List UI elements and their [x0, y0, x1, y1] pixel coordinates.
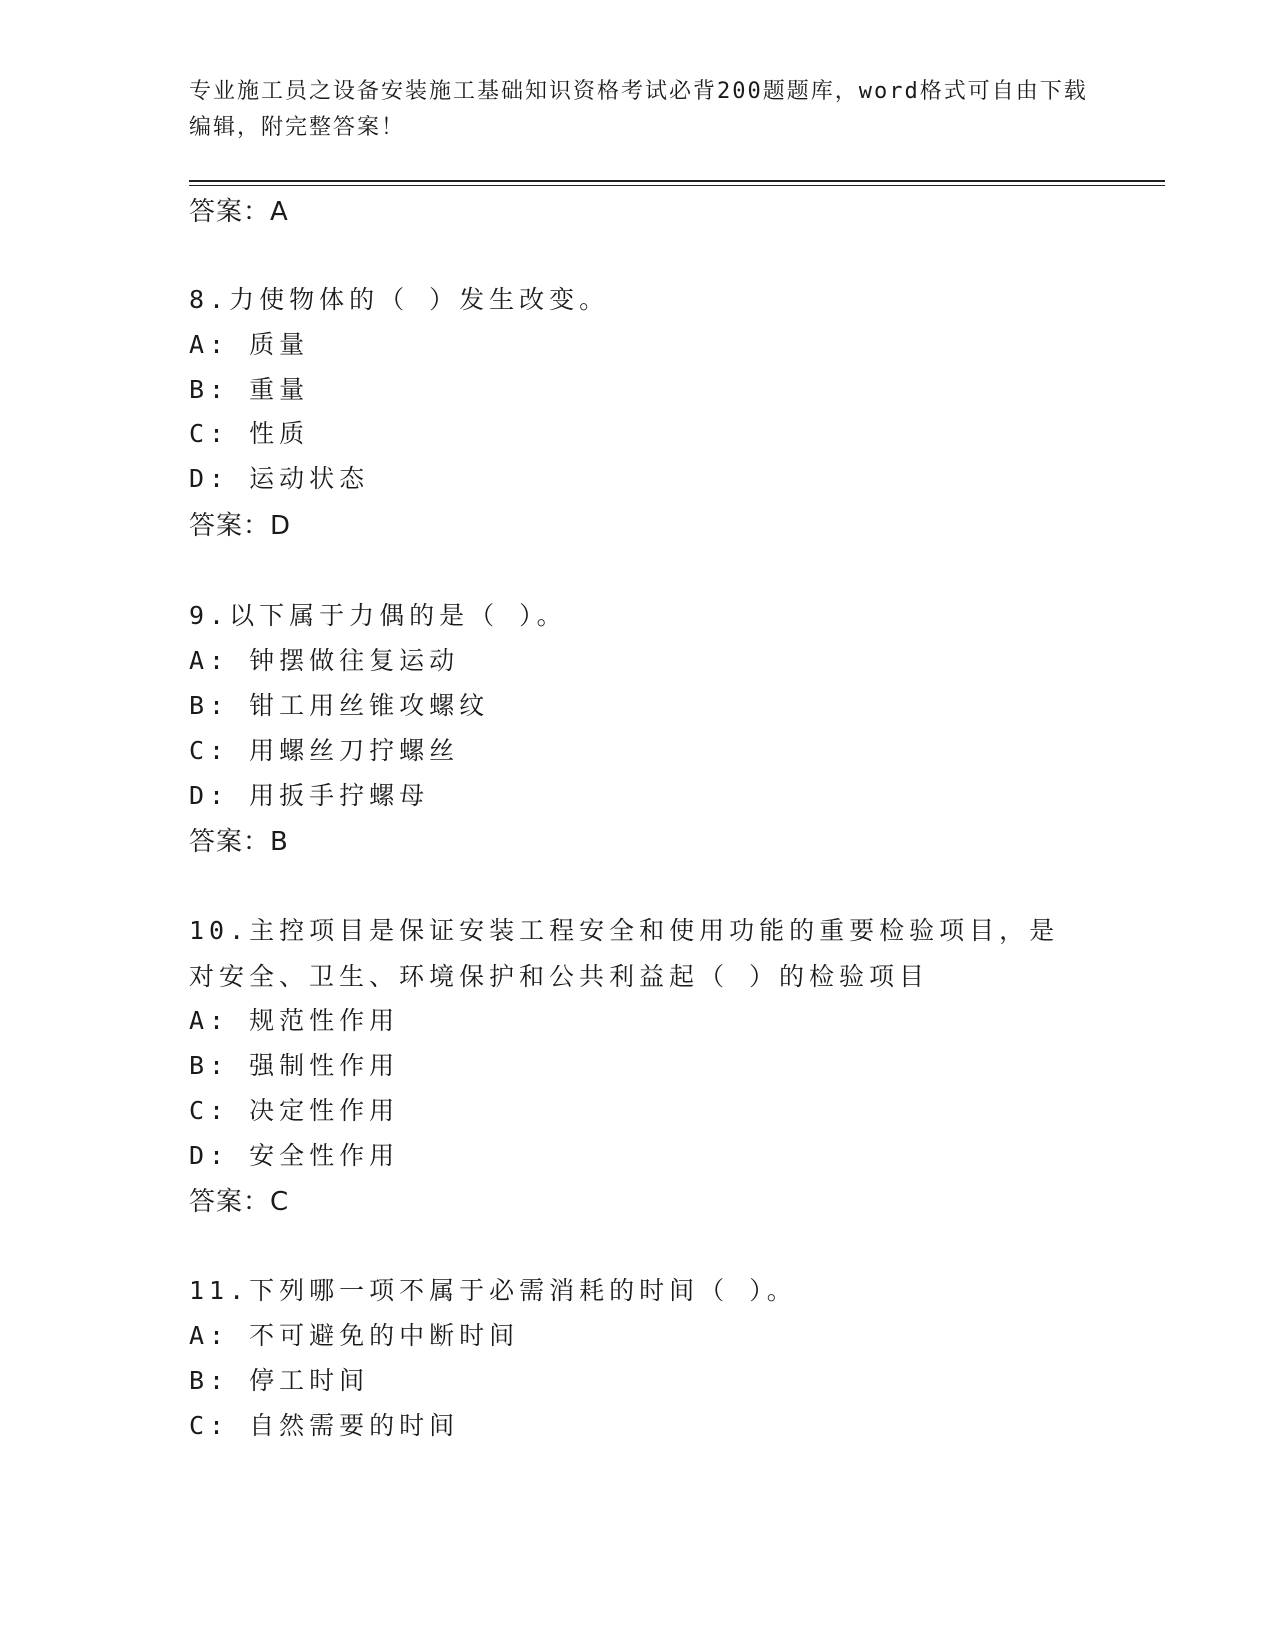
question-10: 10.主控项目是保证安装工程安全和使用功能的重要检验项目，是对安全、卫生、环境保护和公共利益起（ ）的检验项目: [189, 916, 1060, 991]
q8-option-b: B: 重量: [189, 375, 310, 404]
q8-answer: 答案：D: [189, 511, 292, 541]
header-divider-thick: [189, 180, 1165, 182]
q11-option-a: A: 不可避免的中断时间: [189, 1321, 520, 1350]
q10-answer: 答案：C: [189, 1187, 290, 1217]
header-divider-thin: [189, 185, 1165, 186]
q8-option-c: C: 性质: [189, 419, 310, 448]
q11-option-b: B: 停工时间: [189, 1366, 370, 1395]
question-9: 9.以下属于力偶的是（ ）。: [189, 601, 567, 630]
question-11: 11.下列哪一项不属于必需消耗的时间（ ）。: [189, 1276, 797, 1305]
q10-option-b: B: 强制性作用: [189, 1051, 400, 1080]
q9-option-a: A: 钟摆做往复运动: [189, 646, 460, 675]
q9-option-b: B: 钳工用丝锥攻螺纹: [189, 691, 490, 720]
q8-option-a: A: 质量: [189, 330, 310, 359]
q9-option-c: C: 用螺丝刀拧螺丝: [189, 736, 460, 765]
q11-option-c: C: 自然需要的时间: [189, 1411, 460, 1440]
question-8: 8.力使物体的（ ）发生改变。: [189, 285, 610, 314]
q8-option-d: D: 运动状态: [189, 464, 370, 493]
q10-option-c: C: 决定性作用: [189, 1096, 400, 1125]
q9-option-d: D: 用扳手拧螺母: [189, 781, 430, 810]
q10-option-d: D: 安全性作用: [189, 1141, 400, 1170]
answer-prev: 答案：A: [189, 197, 289, 227]
q10-option-a: A: 规范性作用: [189, 1006, 400, 1035]
document-header: 专业施工员之设备安装施工基础知识资格考试必背200题题库，word格式可自由下载编辑，附完整答案！: [189, 79, 1088, 140]
q9-answer: 答案：B: [189, 827, 289, 857]
